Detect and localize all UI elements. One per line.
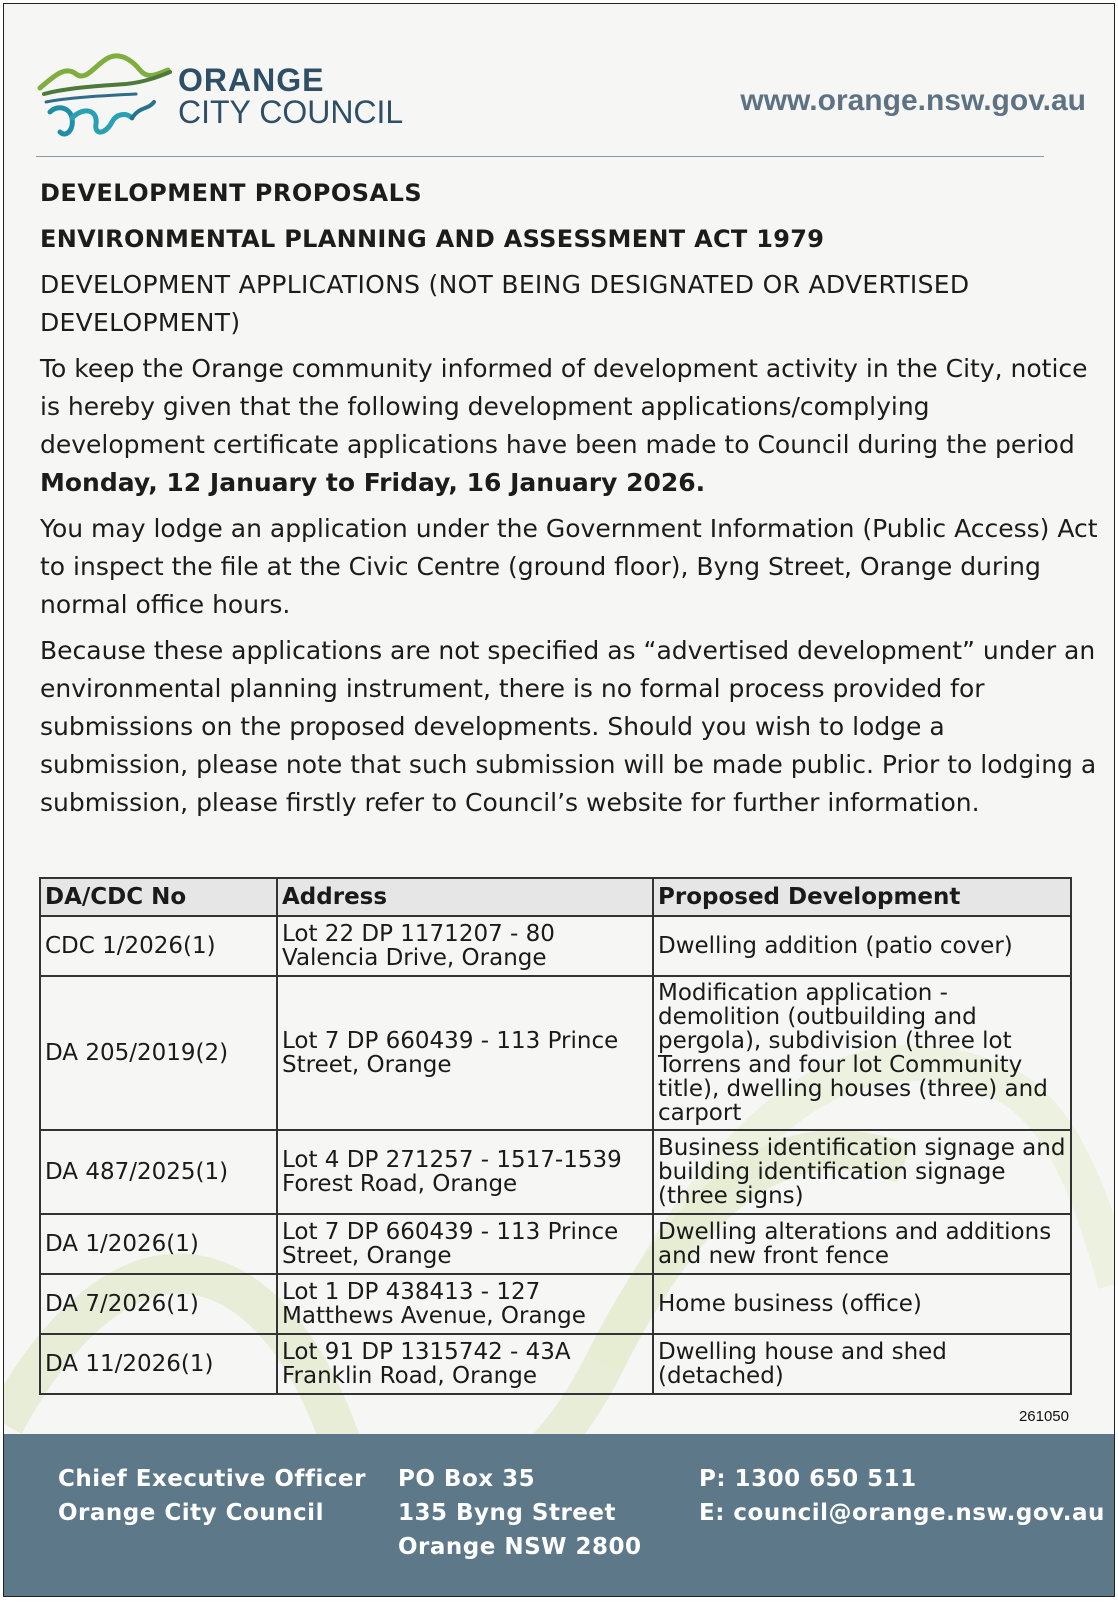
table-row <box>40 1334 1071 1394</box>
footer-contact-name <box>58 1462 366 1530</box>
column-header-address: Address <box>277 878 653 916</box>
paragraph-notice-text: To keep the Orange community informed of development activity in the City, notice is hereby given that the following development applications/complying development certificate applications have been made to Council during the period <box>40 354 1088 459</box>
paragraph-gipa-access: You may lodge an application under the Government Information (Public Access) Act to inspect the file at the Civic Centre (ground floor), Byng Street, Orange during normal office hours. <box>40 514 1098 619</box>
website-link[interactable]: www.orange.nsw.gov.au <box>740 84 1086 117</box>
cell-number: DA 11/2026(1) <box>40 1334 277 1394</box>
logo-wordmark <box>178 64 403 128</box>
paragraph-submissions: Because these applications are not specified as “advertised development” under an environmental planning instrument, there is no formal process provided for submissions on the proposed developments. Should you wish to lodge a submission, please note that such submission will be made public. Prior to lodging a submission, please firstly refer to Council’s website for further information. <box>40 636 1097 817</box>
cell-development: Dwelling alterations and additions and new front fence <box>653 1214 1071 1274</box>
cell-number: CDC 1/2026(1) <box>40 916 277 976</box>
cell-address: Lot 1 DP 438413 - 127 Matthews Avenue, Orange <box>277 1274 653 1334</box>
heading-development-applications: DEVELOPMENT APPLICATIONS (NOT BEING DESIGNATED OR ADVERTISED DEVELOPMENT) <box>40 270 970 337</box>
footer-line: Orange City Council <box>58 1500 324 1526</box>
table-row <box>40 976 1071 1130</box>
logo-line-city-council: CITY COUNCIL <box>178 94 404 130</box>
table-row <box>40 1214 1071 1274</box>
footer-email[interactable]: E: council@orange.nsw.gov.au <box>699 1500 1105 1526</box>
cell-number: DA 1/2026(1) <box>40 1214 277 1274</box>
cell-address: Lot 4 DP 271257 - 1517-1539 Forest Road, Orange <box>277 1130 653 1214</box>
footer <box>4 1434 1115 1597</box>
column-header-number: DA/CDC No <box>40 878 277 916</box>
cell-address: Lot 7 DP 660439 - 113 Prince Street, Orange <box>277 1214 653 1274</box>
table-row <box>40 916 1071 976</box>
cell-development: Dwelling house and shed (detached) <box>653 1334 1071 1394</box>
cell-development: Business identification signage and building identification signage (three signs) <box>653 1130 1071 1214</box>
paragraph-notice-period <box>40 350 1100 502</box>
cell-number: DA 7/2026(1) <box>40 1274 277 1334</box>
footer-phone-email <box>699 1462 1105 1530</box>
cell-development: Home business (office) <box>653 1274 1071 1334</box>
logo-line-orange: ORANGE <box>178 62 325 98</box>
cell-development: Dwelling addition (patio cover) <box>653 916 1071 976</box>
cell-development: Modification application - demolition (outbuilding and pergola), subdivision (three lot Torrens and four lot Community title), dwelling houses (three) and carport <box>653 976 1071 1130</box>
cell-number: DA 487/2025(1) <box>40 1130 277 1214</box>
header-divider <box>36 156 1044 157</box>
cell-number: DA 205/2019(2) <box>40 976 277 1130</box>
header <box>36 44 1086 154</box>
heading-act: ENVIRONMENTAL PLANNING AND ASSESSMENT ACT 1979 <box>40 225 825 253</box>
heading-development-proposals: DEVELOPMENT PROPOSALS <box>40 179 423 207</box>
footer-line: Orange NSW 2800 <box>398 1534 642 1560</box>
table-row <box>40 1130 1071 1214</box>
reference-number: 261050 <box>1018 1408 1069 1425</box>
applications-table <box>39 877 1072 1395</box>
footer-postal-address <box>398 1462 642 1564</box>
notice-page <box>3 3 1115 1597</box>
notice-period-dates: Monday, 12 January to Friday, 16 January 2026. <box>40 468 706 497</box>
table-row <box>40 1274 1071 1334</box>
table-header-row <box>40 878 1071 916</box>
cell-address: Lot 7 DP 660439 - 113 Prince Street, Orange <box>277 976 653 1130</box>
notice-body <box>40 174 1100 830</box>
footer-phone[interactable]: P: 1300 650 511 <box>699 1466 917 1492</box>
footer-line: Chief Executive Officer <box>58 1466 366 1492</box>
column-header-development: Proposed Development <box>653 878 1071 916</box>
footer-line: PO Box 35 <box>398 1466 536 1492</box>
cell-address: Lot 91 DP 1315742 - 43A Franklin Road, Orange <box>277 1334 653 1394</box>
cell-address: Lot 22 DP 1171207 - 80 Valencia Drive, Orange <box>277 916 653 976</box>
footer-line: 135 Byng Street <box>398 1500 616 1526</box>
council-logo-icon <box>36 44 176 144</box>
